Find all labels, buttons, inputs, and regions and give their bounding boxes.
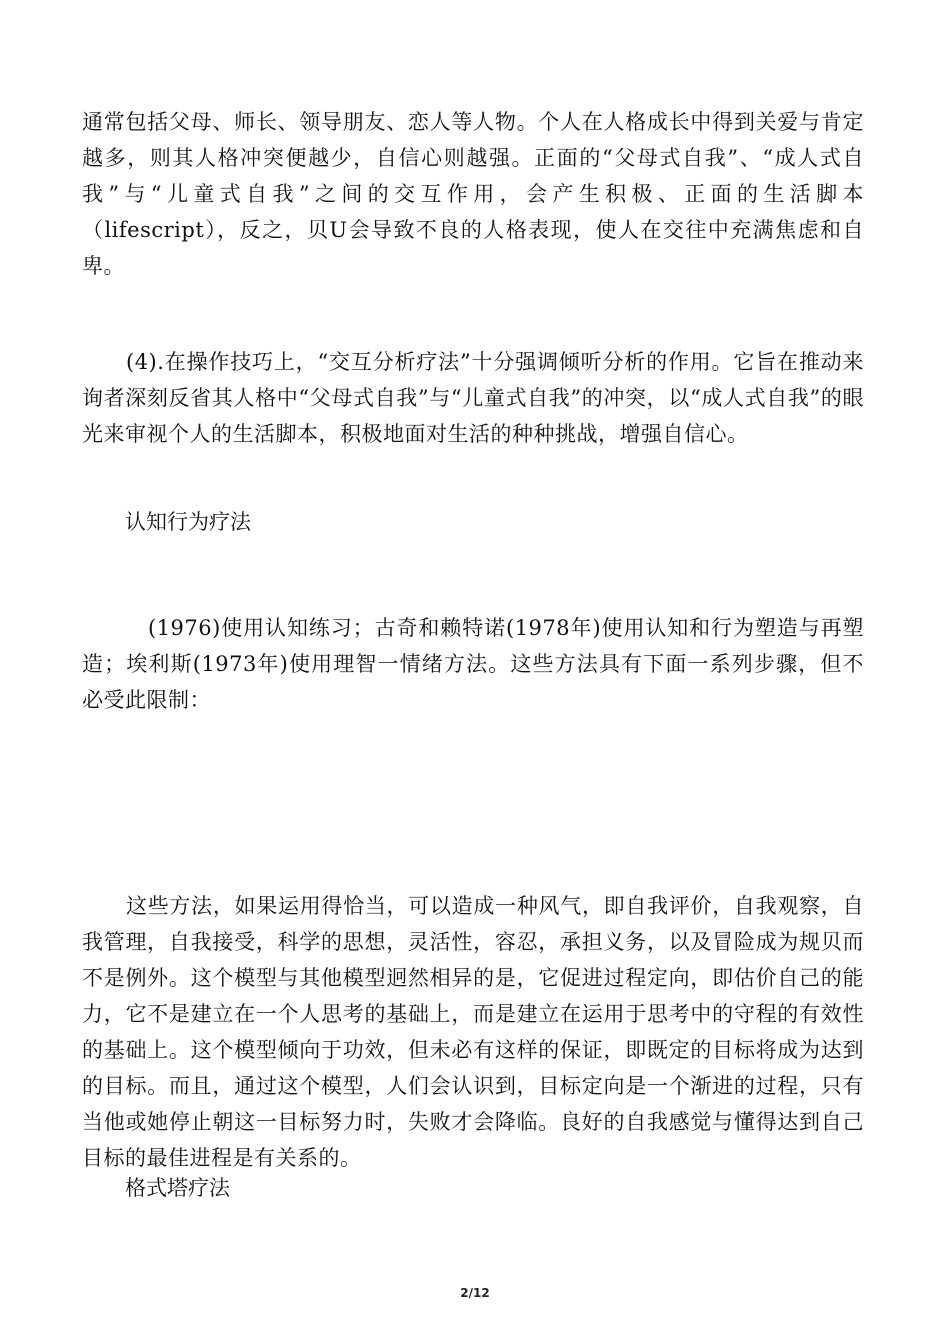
section-heading-gestalt: 格式塔疗法 bbox=[125, 1176, 230, 1200]
paragraph-model-description: 这些方法，如果运用得恰当，可以造成一种风气，即自我评价，自我观察，自我管理，自我接受，科学的思想，灵活性，容忍，承担义务，以及冒险成为规贝而不是例外。这个模型与其他模型迥然相异的是，它促进过程定向，即估价自己的能力，它不是建立在一个人思考的基础上，而是建立在运用于思考中的守程的有效性的基础上。这个模型倾向于功效，但未必有这样的保证，即既定的目标将成为达到的目标。而且，通过这个模型，人们会认识到，目标定向是一个渐进的过程，只有当他或她停止朝这一目标努力时，失败才会降临。良好的自我感觉与懂得达到自己目标的最佳进程是有关系的。 bbox=[82, 894, 864, 1170]
section-heading-cognitive-behavioral: 认知行为疗法 bbox=[125, 510, 251, 534]
paragraph-life-script: 通常包括父母、师长、领导朋友、恋人等人物。个人在人格成长中得到关爱与肯定越多，则其人格冲突便越少，自信心则越强。正面的“父母式自我”、“成人式自我”与“儿童式自我”之间的交互作用，会产生积极、正面的生活脚本（lifescript），反之，贝U会导致不良的人格表现，使人在交往中充满焦虑和自卑。 bbox=[82, 110, 864, 278]
page-number: 2/12 bbox=[460, 1286, 490, 1300]
paragraph-methods-list: (1976)使用认知练习；古奇和赖特诺(1978年)使用认知和行为塑造与再塑造；埃利斯(1973年)使用理智一情绪方法。这些方法具有下面一系列步骤，但不必受此限制： bbox=[82, 616, 864, 712]
paragraph-operation-technique: (4).在操作技巧上，“交互分析疗法”十分强调倾听分析的作用。它旨在推动来询者深刻反省其人格中“父母式自我”与“儿童式自我”的冲突，以“成人式自我”的眼光来审视个人的生活脚本，积极地面对生活的种种挑战，增强自信心。 bbox=[82, 350, 864, 446]
